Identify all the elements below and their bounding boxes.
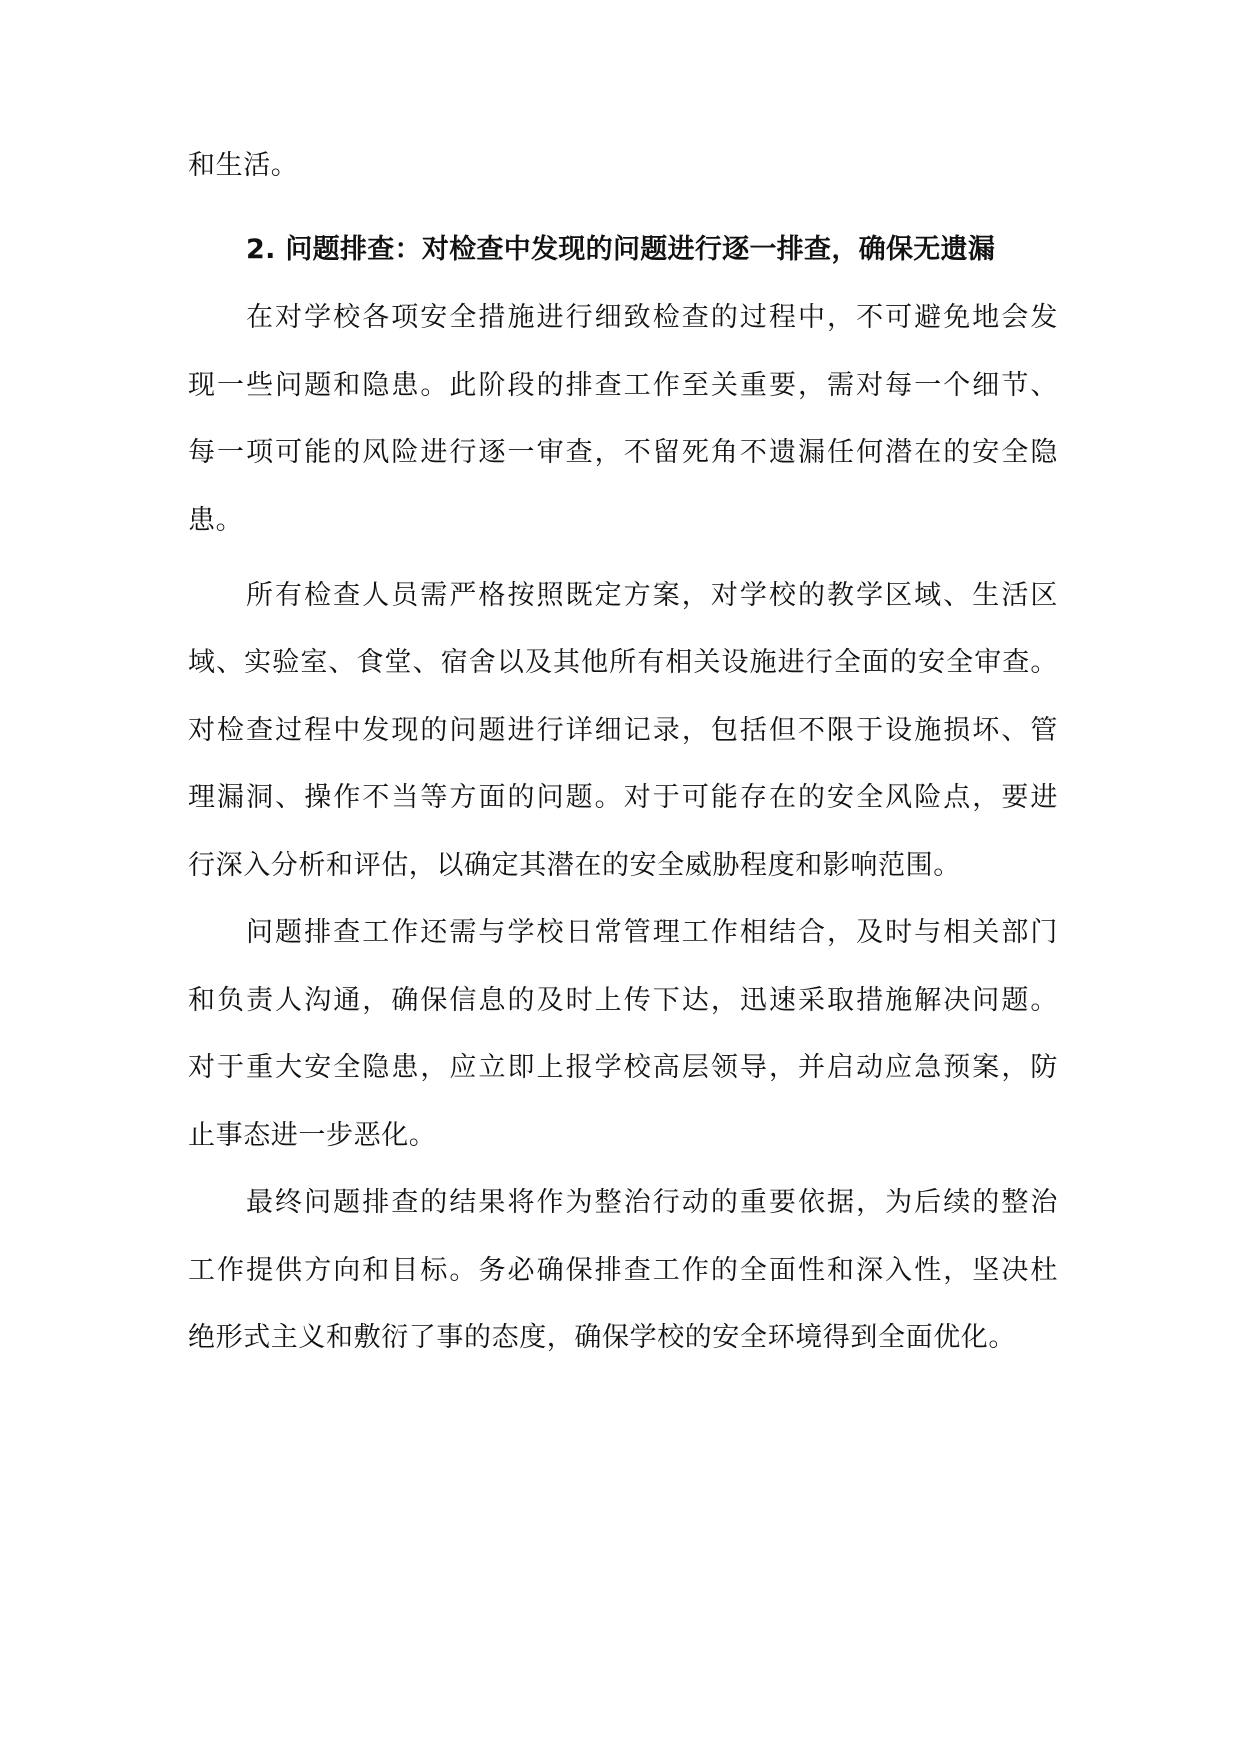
text-line: 所有检查人员需严格按照既定方案，对学校的教学区域、生活区 [246,580,1058,611]
text-line: 现一些问题和隐患。此阶段的排查工作至关重要，需对每一个细节、 [188,370,1058,401]
text-line: 域、实验室、食堂、宿舍以及其他所有相关设施进行全面的安全审查。 [188,647,1058,678]
text-line: 绝形式主义和敷衍了事的态度，确保学校的安全环境得到全面优化。 [188,1322,1016,1353]
text-line: 止事态进一步恶化。 [188,1120,437,1151]
section-heading: 2. 问题排查：对检查中发现的问题进行逐一排查，确保无遗漏 [246,234,996,265]
text-line: 对于重大安全隐患，应立即上报学校高层领导，并启动应急预案，防 [188,1052,1058,1083]
text-line: 对检查过程中发现的问题进行详细记录，包括但不限于设施损坏、管 [188,715,1058,746]
text-line: 患。 [188,505,244,536]
text-line: 每一项可能的风险进行逐一审查，不留死角不遗漏任何潜在的安全隐 [188,437,1058,468]
text-line: 在对学校各项安全措施进行细致检查的过程中，不可避免地会发 [246,302,1058,333]
text-line: 和负责人沟通，确保信息的及时上传下达，迅速采取措施解决问题。 [188,985,1058,1016]
text-line: 和生活。 [188,150,299,181]
text-line: 工作提供方向和目标。务必确保排查工作的全面性和深入性，坚决杜 [188,1255,1058,1286]
text-line: 理漏洞、操作不当等方面的问题。对于可能存在的安全风险点，要进 [188,782,1058,813]
text-line: 最终问题排查的结果将作为整治行动的重要依据，为后续的整治 [246,1187,1058,1218]
text-line: 行深入分析和评估，以确定其潜在的安全威胁程度和影响范围。 [188,850,961,881]
text-line: 问题排查工作还需与学校日常管理工作相结合，及时与相关部门 [246,917,1058,948]
